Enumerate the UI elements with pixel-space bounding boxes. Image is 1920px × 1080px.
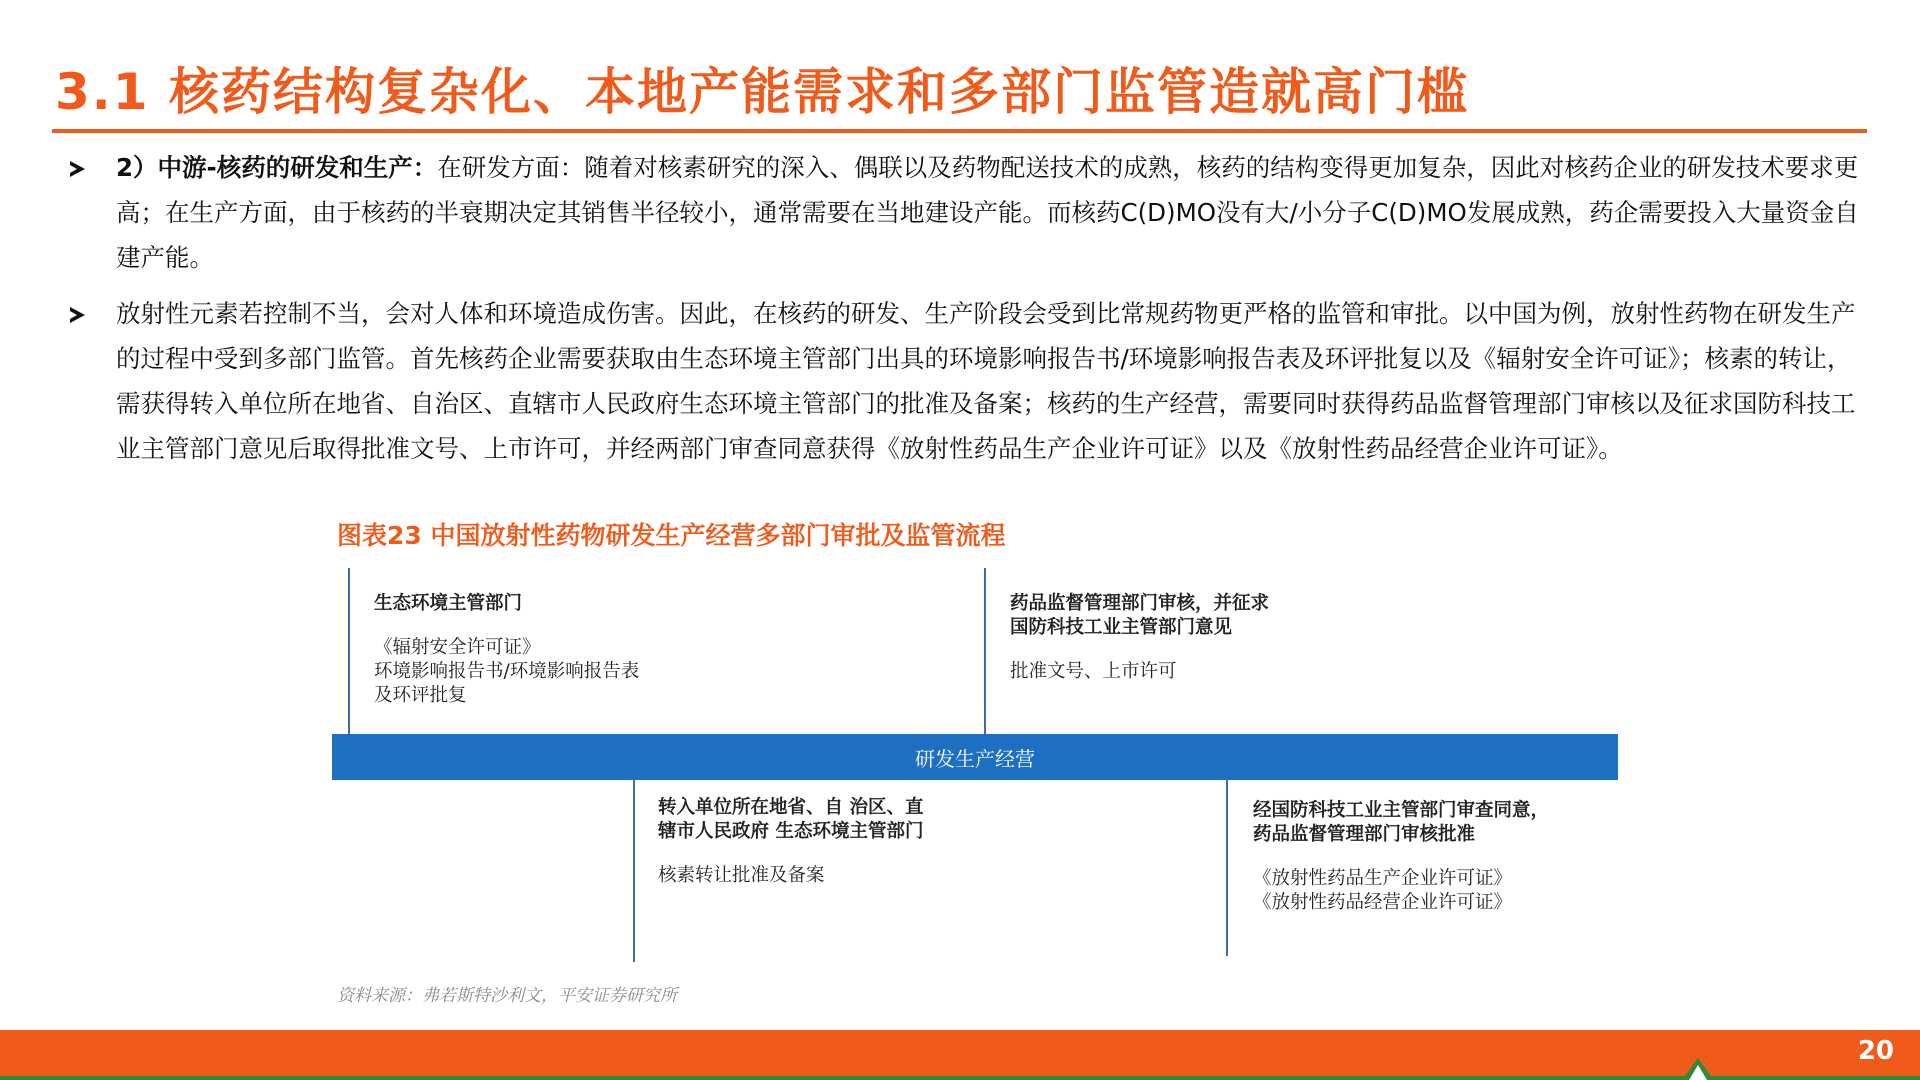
box-body-line: 《放射性药品生产企业许可证》 (1253, 868, 1513, 889)
box-heading-line: 辖市人民政府 生态环境主管部门 (658, 821, 924, 842)
bullet-lead: 2）中游-核药的研发和生产： (116, 153, 438, 182)
bullet-text: 在研发方面：随着对核素研究的深入、偶联以及药物配送技术的成熟，核药的结构变得更加复杂，因此对核药企业的研发技术要求更高；在生产方面，由于核药的半衰期决定其销售半径较小，通常需要在当地建设产能。而核药C(D)MO没有大/小分子C(D)MO发展成熟，药企需要投入大量资金自建产能。 (116, 153, 1859, 272)
connector-line (633, 780, 635, 962)
box-body (374, 636, 934, 708)
box-body-line: 核素转让批准及备案 (658, 865, 825, 886)
process-band: 研发生产经营 (332, 734, 1618, 780)
bullet-item (70, 145, 1860, 280)
box-body (1253, 867, 1853, 915)
box-body (1010, 660, 1610, 684)
footer-bar (0, 1030, 1920, 1076)
approval-box-nuclide-transfer (658, 796, 1218, 888)
connector-line (348, 568, 350, 734)
connector-line (984, 568, 986, 734)
approval-box-drug-admin (1010, 592, 1610, 684)
figure-title: 图表23 中国放射性药物研发生产经营多部门审批及监管流程 (337, 521, 1006, 550)
connector-line (1226, 780, 1228, 956)
slide-title: 3.1 核药结构复杂化、本地产能需求和多部门监管造就高门槛 (55, 63, 1469, 121)
bullet-text: 放射性元素若控制不当，会对人体和环境造成伤害。因此，在核药的研发、生产阶段会受到比常规药物更严格的监管和审批。以中国为例，放射性药物在研发生产的过程中受到多部门监管。首先核药企业需要获取由生态环境主管部门出具的环境影响报告书/环境影响报告表及环评批复以及《辐射安全许可证》；核素的转让，需获得转入单位所在地省、自治区、直辖市人民政府生态环境主管部门的批准及备案；核药的生产经营，需要同时获得药品监督管理部门审核以及征求国防科技工业主管部门意见后取得批准文号、上市许可，并经两部门审查同意获得《放射性药品生产企业许可证》以及《放射性药品经营企业许可证》。 (116, 299, 1856, 463)
box-body-line: 批准文号、上市许可 (1010, 661, 1177, 682)
page-number: 20 (1857, 1036, 1894, 1066)
approval-box-license (1253, 799, 1853, 915)
box-heading-line: 国防科技工业主管部门意见 (1010, 617, 1233, 638)
box-body-line: 及环评批复 (374, 685, 467, 706)
box-heading-line: 生态环境主管部门 (374, 593, 523, 614)
box-heading (374, 592, 934, 616)
bullet-list (70, 145, 1860, 471)
title-underline (52, 129, 1867, 133)
approval-box-ecology (374, 592, 934, 708)
footer-stripe (0, 1076, 1920, 1080)
box-body-line: 环境影响报告书/环境影响报告表 (374, 661, 640, 682)
bullet-item (70, 291, 1860, 471)
box-heading (658, 796, 1218, 844)
box-heading-line: 药品监督管理部门审核，并征求 (1010, 593, 1270, 614)
box-heading-line: 药品监督管理部门审核批准 (1253, 824, 1476, 845)
box-body (658, 864, 1218, 888)
box-heading-line: 转入单位所在地省、自 治区、直 (658, 797, 924, 818)
box-heading-line: 经国防科技工业主管部门审查同意， (1253, 800, 1550, 821)
company-logo-icon (1680, 1056, 1716, 1080)
box-body-line: 《辐射安全许可证》 (374, 637, 541, 658)
source-note: 资料来源：弗若斯特沙利文，平安证券研究所 (337, 986, 677, 1006)
box-body-line: 《放射性药品经营企业许可证》 (1253, 892, 1513, 913)
box-heading (1253, 799, 1853, 847)
box-heading (1010, 592, 1610, 640)
arrow-bullet-icon (70, 307, 85, 323)
arrow-bullet-icon (70, 161, 85, 177)
